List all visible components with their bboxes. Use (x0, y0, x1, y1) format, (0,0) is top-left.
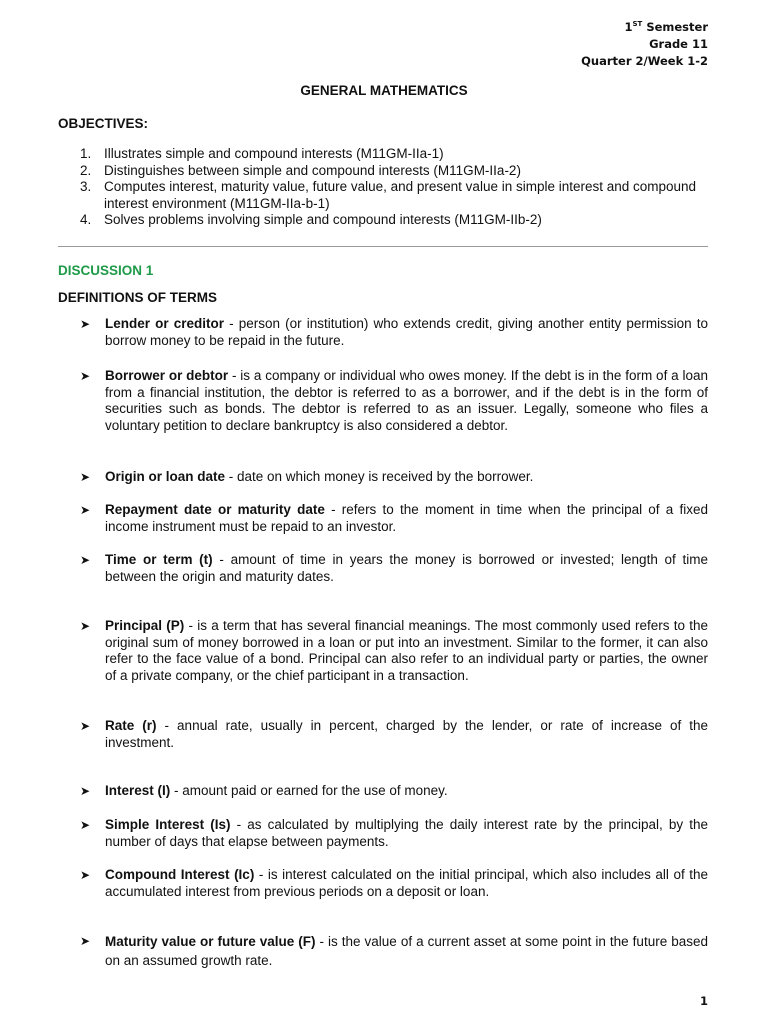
arrow-bullet-icon: ➤ (80, 934, 91, 948)
arrow-bullet-icon: ➤ (80, 719, 91, 733)
term-origin: ➤ Origin or loan date - date on which money is received by the borrower. (80, 469, 534, 484)
arrow-bullet-icon: ➤ (80, 317, 91, 331)
objective-item: 4. Solves problems involving simple and compound interests (M11GM-IIb-2) (80, 212, 542, 227)
arrow-bullet-icon: ➤ (80, 553, 91, 567)
term-lender: ➤ Lender or creditor - person (or institution) who extends credit, giving another entity permission to borrow money to be repaid in the future. (80, 316, 708, 348)
term-maturity-value: ➤ Maturity value or future value (F) - is the value of a current asset at some point in the future based on an assumed growth rate. (80, 934, 708, 968)
arrow-bullet-icon: ➤ (80, 818, 91, 832)
term-rate: ➤ Rate (r) - annual rate, usually in percent, charged by the lender, or rate of increase of the investment. (80, 718, 708, 750)
objective-item: 3. Computes interest, maturity value, future value, and present value in simple interest and compound interest environment (M11GM-IIa-b-1) (80, 179, 697, 211)
arrow-bullet-icon: ➤ (80, 619, 91, 633)
term-interest: ➤ Interest (I) - amount paid or earned for the use of money. (80, 783, 448, 798)
term-borrower: ➤ Borrower or debtor - is a company or individual who owes money. If the debt is in the form of a loan from a financial institution, the debtor is referred to as a borrower, and if the debt is in the form of securities such as bonds. The debtor is referred to as an issuer. Legally, someone who files a voluntary petition to declare bankruptcy is also considered a debtor. (80, 368, 708, 433)
section-divider (58, 246, 708, 247)
term-compound-interest: ➤ Compound Interest (Ic) - is interest calculated on the initial principal, which also includes all of the accumulated interest from previous periods on a deposit or loan. (80, 867, 709, 899)
arrow-bullet-icon: ➤ (80, 784, 91, 798)
arrow-bullet-icon: ➤ (80, 470, 91, 484)
grade-label: Grade 11 (649, 36, 708, 51)
quarter-label: Quarter 2/Week 1-2 (581, 53, 708, 68)
term-repayment: ➤ Repayment date or maturity date - refers to the moment in time when the principal of a fixed income instrument must be repaid to an investor. (80, 502, 708, 534)
objective-item: 1. Illustrates simple and compound interests (M11GM-IIa-1) (80, 146, 444, 161)
objectives-list (80, 146, 710, 229)
arrow-bullet-icon: ➤ (80, 369, 91, 383)
term-simple-interest: ➤ Simple Interest (Is) - as calculated by multiplying the daily interest rate by the principal, by the number of days that elapse between payments. (80, 817, 708, 849)
definitions-heading: DEFINITIONS OF TERMS (58, 290, 218, 305)
term-time: ➤ Time or term (t) - amount of time in years the money is borrowed or invested; length of time between the origin and maturity dates. (80, 552, 709, 584)
objectives-heading: OBJECTIVES: (58, 116, 149, 131)
page-header (581, 16, 708, 70)
document-title: GENERAL MATHEMATICS (300, 83, 468, 98)
arrow-bullet-icon: ➤ (80, 503, 91, 517)
semester-label: 1ST Semester (624, 19, 708, 34)
arrow-bullet-icon: ➤ (80, 868, 91, 882)
discussion-heading: DISCUSSION 1 (58, 263, 154, 278)
term-principal: ➤ Principal (P) - is a term that has several financial meanings. The most commonly used refers to the original sum of money borrowed in a loan or put into an investment. Similar to the former, it can also refer to the face value of a bond. Principal can also refer to an individual party or parties, the owner of a private company, or the chief participant in a transaction. (80, 618, 709, 683)
objective-item: 2. Distinguishes between simple and compound interests (M11GM-IIa-2) (80, 162, 521, 178)
page-number: 1 (699, 994, 708, 1008)
